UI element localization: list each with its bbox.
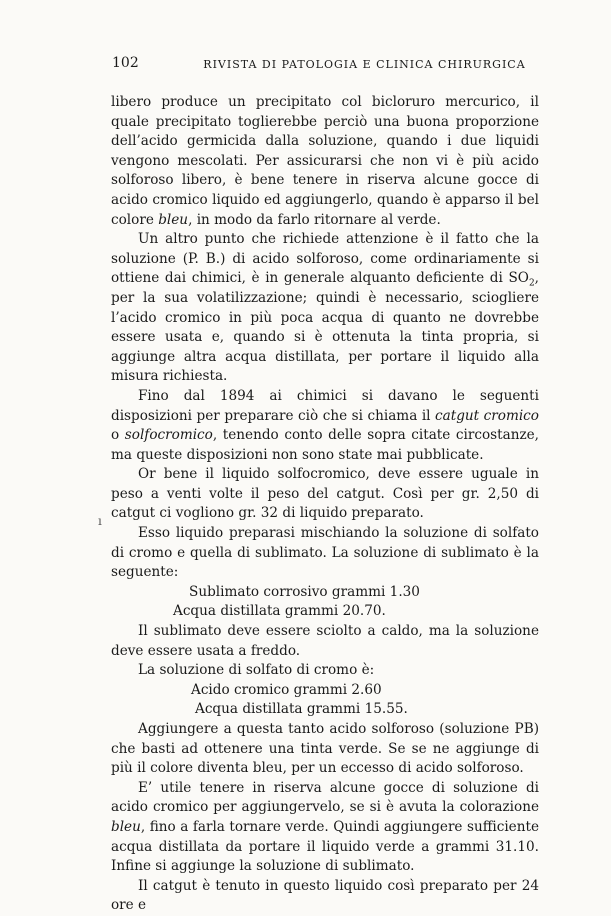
formula-line-3: Acido cromico grammi 2.60 xyxy=(191,681,382,698)
formula-line-4: Acqua distillata grammi 15.55. xyxy=(195,701,408,718)
paragraph-7: La soluzione di solfato di cromo è: xyxy=(138,662,375,679)
paragraph-2: Un altro punto che richiede attenzione è il fatto che la soluzione (P. B.) di acido solforoso, come ordinariamente si ottiene dai chimici, è in generale alquanto deficiente di $SO_2$, per la sua volatilizzazione; quindi è necessario, sciogliere l’acido cromico in più poca acqua di quanto ne dovrebbe essere usata e, quando si è ottenuta la tinta propria, si aggiunge altra acqua distillata, per portare il liquido alla misura richiesta. xyxy=(111,231,539,385)
paragraph-4: Or bene il liquido solfocromico, deve essere uguale in peso a venti volte il peso del catgut. Così per gr. 2,50 di catgut ci vogliono gr. 32 di liquido preparato. xyxy=(111,466,539,522)
body-text xyxy=(111,93,539,916)
paragraph-1: libero produce un precipitato col bicloruro mercurico, il quale precipitato toglierebbe perciò una buona proporzione dell’acido germicida dalla soluzione, quando i due liquidi vengono mescolati. Per assicurarsi che non vi è più acido solforoso libero, è bene tenere in riserva alcune gocce di acido cromico liquido ed aggiungerlo, quando è apparso il bel colore bleu, in modo da farlo ritornare al verde. xyxy=(111,94,539,228)
paragraph-5: Esso liquido preparasi mischiando la soluzione di solfato di cromo e quella di sublimato. La soluzione di sublimato è la seguente: xyxy=(111,525,539,581)
formula-line-1: Sublimato corrosivo grammi 1.30 xyxy=(189,583,420,600)
page-number: 102 xyxy=(112,55,139,71)
paragraph-8: Aggiungere a questa tanto acido solforoso (soluzione PB) che basti ad ottenere una tinta verde. Se se ne aggiunge di più il colore diventa bleu, per un eccesso di acido solforoso. xyxy=(111,721,539,777)
paragraph-10: Il catgut è tenuto in questo liquido così preparato per 24 ore e xyxy=(111,877,539,914)
margin-mark: ı xyxy=(98,514,102,528)
paragraph-3: Fino dal 1894 ai chimici si davano le seguenti disposizioni per preparare ciò che si chiama il catgut cromico o solfocromico, tenendo conto delle sopra citate circostanze, ma queste disposizioni non sono state mai pubblicate. xyxy=(111,387,539,463)
paragraph-6: Il sublimato deve essere sciolto a caldo, ma la soluzione deve essere usata a freddo. xyxy=(111,623,539,659)
paragraph-9: E’ utile tenere in riserva alcune gocce di soluzione di acido cromico per aggiungervelo, se si è avuta la colorazione bleu, fino a farla tornare verde. Quindi aggiungere sufficiente acqua distillata da portare il liquido verde a grammi 31.10. Infine si aggiunge la soluzione di sublimato. xyxy=(111,779,539,875)
running-title: RIVISTA DI PATOLOGIA E CLINICA CHIRURGICA xyxy=(203,58,526,71)
formula-line-2: Acqua distillata grammi 20.70. xyxy=(173,603,386,620)
